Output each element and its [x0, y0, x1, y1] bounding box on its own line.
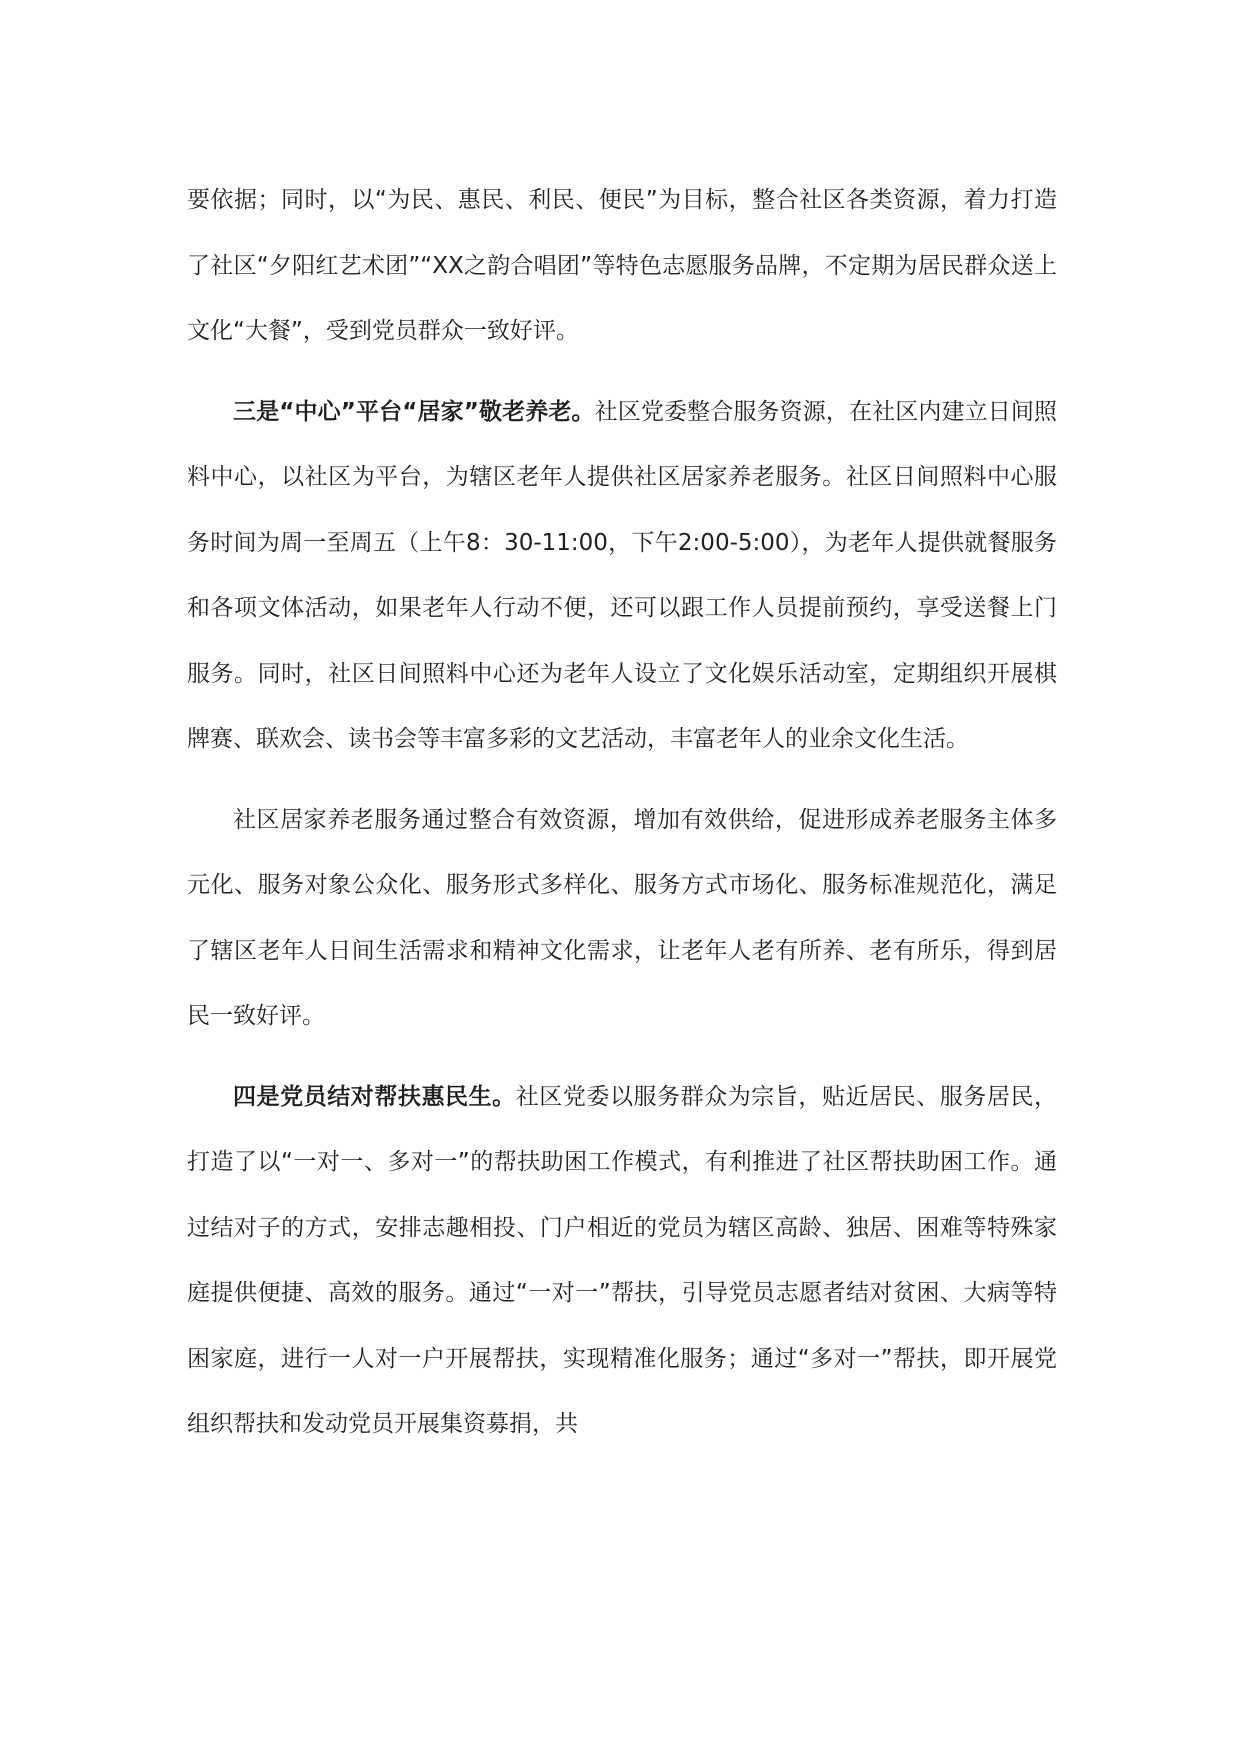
paragraph-4: [187, 1065, 1057, 1458]
paragraph-4-heading: 四是党员结对帮扶惠民生。: [233, 1083, 516, 1110]
paragraph-2-text: 社区党委整合服务资源，在社区内建立日间照料中心，以社区为平台，为辖区老年人提供社区居家养老服务。社区日间照料中心服务时间为周一至周五（上午8：30-11:00，下午2:00-5:00），为老年人提供就餐服务和各项文体活动，如果老年人行动不便，还可以跟工作人员提前预约，享受送餐上门服务。同时，社区日间照料中心还为老年人设立了文化娱乐活动室，定期组织开展棋牌赛、联欢会、读书会等丰富多彩的文艺活动，丰富老年人的业余文化生活。: [187, 398, 1058, 752]
paragraph-2: [187, 380, 1057, 773]
paragraph-2-heading: 三是“中心”平台“居家”敬老养老。: [233, 398, 595, 425]
paragraph-3: [187, 788, 1057, 1050]
document-body: [187, 168, 1057, 1473]
paragraph-4-text: 社区党委以服务群众为宗旨，贴近居民、服务居民，打造了以“一对一、多对一”的帮扶助困工作模式，有利推进了社区帮扶助困工作。通过结对子的方式，安排志趣相投、门户相近的党员为辖区高龄、独居、困难等特殊家庭提供便捷、高效的服务。通过“一对一”帮扶，引导党员志愿者结对贫困、大病等特困家庭，进行一人对一户开展帮扶，实现精准化服务；通过“多对一”帮扶，即开展党组织帮扶和发动党员开展集资募捐，共: [187, 1083, 1058, 1437]
paragraph-1-text: 要依据；同时，以“为民、惠民、利民、便民”为目标，整合社区各类资源，着力打造了社区“夕阳红艺术团”“XX之韵合唱团”等特色志愿服务品牌，不定期为居民群众送上文化“大餐”，受到党员群众一致好评。: [187, 187, 1057, 344]
paragraph-3-text: 社区居家养老服务通过整合有效资源，增加有效供给，促进形成养老服务主体多元化、服务对象公众化、服务形式多样化、服务方式市场化、服务标准规范化，满足了辖区老年人日间生活需求和精神文化需求，让老年人老有所养、老有所乐，得到居民一致好评。: [187, 806, 1057, 1029]
paragraph-1: [187, 168, 1057, 365]
